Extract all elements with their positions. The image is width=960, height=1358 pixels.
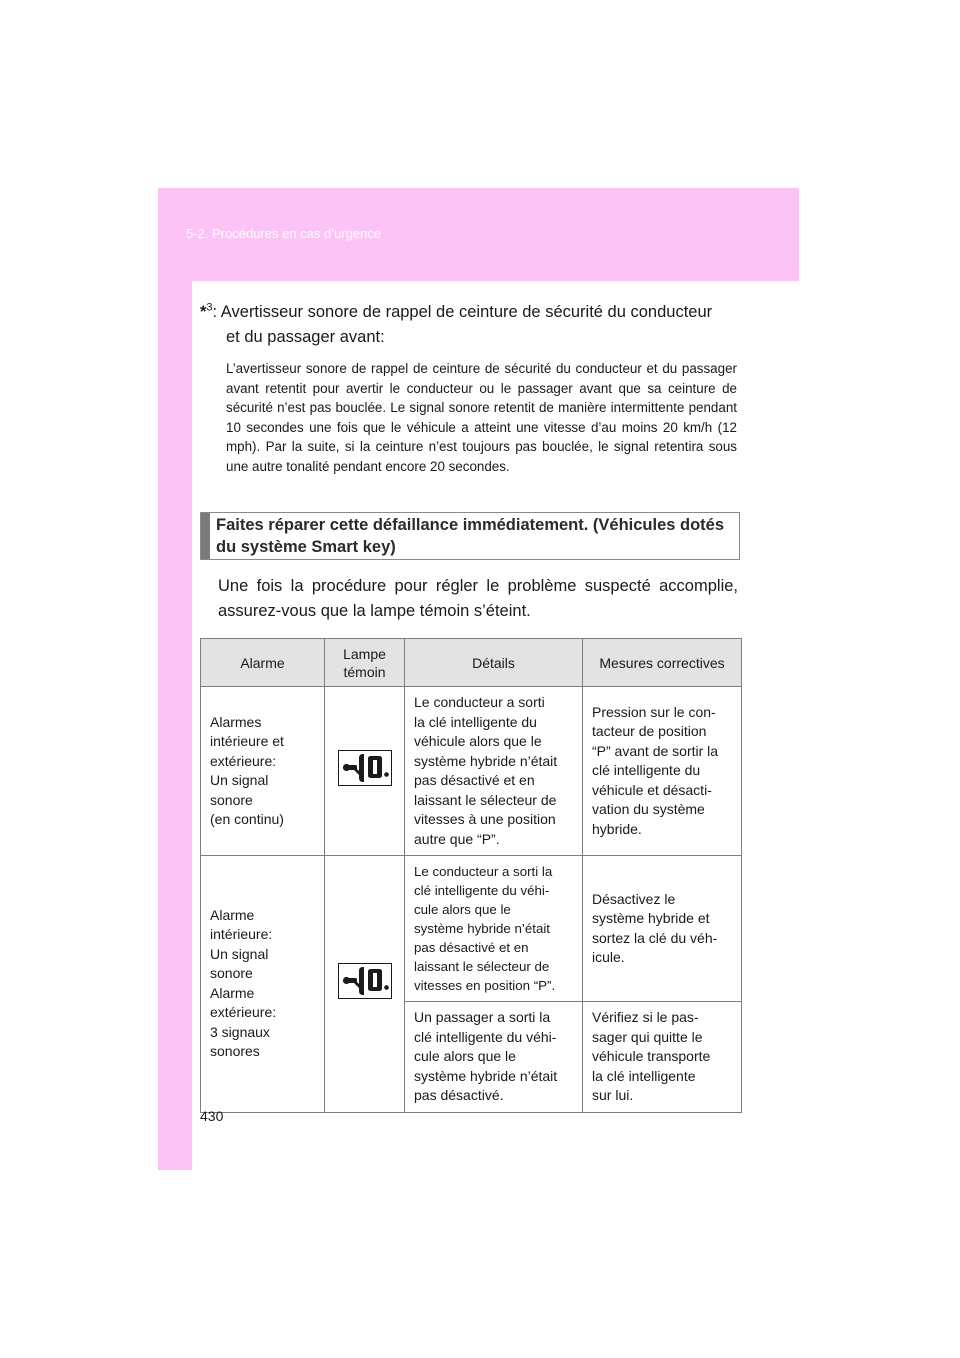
left-margin-band: [158, 188, 192, 1170]
intro-paragraph: Une fois la procédure pour régler le problème suspecté accomplie, assurez-vous que la lampe témoin s’éteint.: [218, 577, 738, 620]
warning-box: [200, 512, 740, 560]
note-title-line1: : Avertisseur sonore de rappel de ceinture de sécurité du conducteur: [212, 303, 713, 321]
cell-line: clé intelligente du véhi-: [414, 1028, 557, 1045]
note-title: [200, 300, 740, 350]
header-lamp-line1: Lampe: [343, 645, 386, 662]
smart-key-warning-icon: [338, 750, 392, 786]
smart-key-warning-icon: [338, 963, 392, 999]
cell-line: système hybride n’était: [414, 921, 550, 936]
cell-line: cule alors que le: [414, 902, 511, 917]
action-cell: [583, 1002, 742, 1113]
cell-line: sager qui quitte le: [592, 1028, 703, 1045]
alarm-cell: [201, 687, 325, 856]
cell-line: laissant le sélecteur de: [414, 791, 557, 808]
cell-line: la clé intelligente du: [414, 713, 537, 730]
cell-line: sonore: [210, 965, 253, 982]
cell-line: sur lui.: [592, 1087, 634, 1103]
cell-line: Pression sur le con-: [592, 703, 716, 720]
cell-line: (en continu): [210, 811, 284, 827]
cell-line: pas désactivé.: [414, 1087, 504, 1103]
alarm-table: [200, 638, 742, 1113]
warning-text: Faites réparer cette défaillance immédiatement. (Véhicules dotés du système Smart key): [216, 516, 725, 556]
cell-line: la clé intelligente: [592, 1067, 696, 1084]
details-cell: [405, 1002, 583, 1113]
cell-line: véhicule transporte: [592, 1048, 711, 1064]
cell-line: intérieure:: [210, 926, 273, 943]
header-lamp: [325, 639, 405, 687]
cell-line: Alarme: [210, 906, 255, 923]
table-row: [201, 687, 742, 856]
cell-line: 3 signaux: [210, 1023, 270, 1040]
cell-line: extérieure:: [210, 752, 277, 769]
cell-line: sortez la clé du véh-: [592, 929, 718, 946]
cell-line: intérieure et: [210, 733, 284, 749]
footnote-mark: *: [200, 303, 207, 321]
cell-line: clé intelligente du véhi-: [414, 883, 550, 898]
cell-line: vitesses à une position: [414, 811, 556, 827]
page-number: 430: [200, 1108, 224, 1124]
cell-line: pas désactivé et en: [414, 772, 535, 788]
cell-line: autre que “P”.: [414, 830, 500, 847]
cell-line: clé intelligente du: [592, 762, 701, 779]
cell-line: sonore: [210, 791, 253, 808]
table-header-row: [201, 639, 742, 687]
cell-line: laissant le sélecteur de: [414, 959, 550, 974]
cell-line: Alarme: [210, 984, 255, 1001]
cell-line: pas désactivé et en: [414, 940, 529, 955]
note-title-line2: et du passager avant:: [226, 328, 385, 346]
action-cell: [583, 687, 742, 856]
note-body: L’avertisseur sonore de rappel de ceinture de sécurité du conducteur et du passager avant retentit pour avertir le conducteur ou le passager avant que sa ceinture de sécurité n’est pas bouclée. Le signal sonore retentit de manière intermittente pendant 10 secondes une fois que le véhicule a atteint une vitesse d’au moins 20 km/h (12 mph). Par la suite, si la ceinture n’est toujours pas bouclée, le signal retentira sous une autre tonalité pendant encore 20 secondes.: [226, 361, 737, 474]
cell-line: système hybride et: [592, 910, 710, 926]
header-alarm: Alarme: [201, 639, 325, 687]
cell-line: Désactivez le: [592, 890, 676, 907]
cell-line: Un signal: [210, 772, 269, 788]
footnote-number: 3: [206, 301, 213, 314]
header-actions: Mesures correctives: [583, 639, 742, 687]
section-header: 5-2. Procédures en cas d’urgence: [186, 226, 382, 241]
details-cell: [405, 856, 583, 1002]
cell-line: hybride.: [592, 820, 642, 837]
cell-line: Un signal: [210, 945, 269, 962]
cell-line: système hybride n’était: [414, 1067, 558, 1084]
table-row: [201, 856, 742, 1002]
cell-line: système hybride n’était: [414, 752, 558, 769]
header-lamp-line2: témoin: [343, 663, 386, 680]
cell-line: Le conducteur a sorti: [414, 694, 545, 710]
cell-line: vitesses en position “P”.: [414, 978, 556, 993]
action-cell: [583, 856, 742, 1002]
cell-line: icule.: [592, 949, 625, 965]
cell-line: véhicule et désacti-: [592, 781, 712, 798]
cell-line: véhicule alors que le: [414, 733, 542, 749]
cell-line: Vérifiez si le pas-: [592, 1009, 699, 1025]
cell-line: vation du système: [592, 801, 705, 818]
cell-line: sonores: [210, 1043, 260, 1060]
cell-line: Alarmes: [210, 713, 262, 730]
cell-line: Un passager a sorti la: [414, 1009, 551, 1025]
cell-line: Le conducteur a sorti la: [414, 864, 553, 879]
details-cell: [405, 687, 583, 856]
cell-line: “P” avant de sortir la: [592, 742, 719, 759]
lamp-cell: [325, 687, 405, 856]
cell-line: tacteur de position: [592, 723, 707, 740]
cell-line: cule alors que le: [414, 1048, 516, 1064]
cell-line: extérieure:: [210, 1004, 277, 1021]
alarm-cell: [201, 856, 325, 1113]
warning-bar: [201, 513, 210, 559]
lamp-cell: [325, 856, 405, 1113]
header-details: Détails: [405, 639, 583, 687]
